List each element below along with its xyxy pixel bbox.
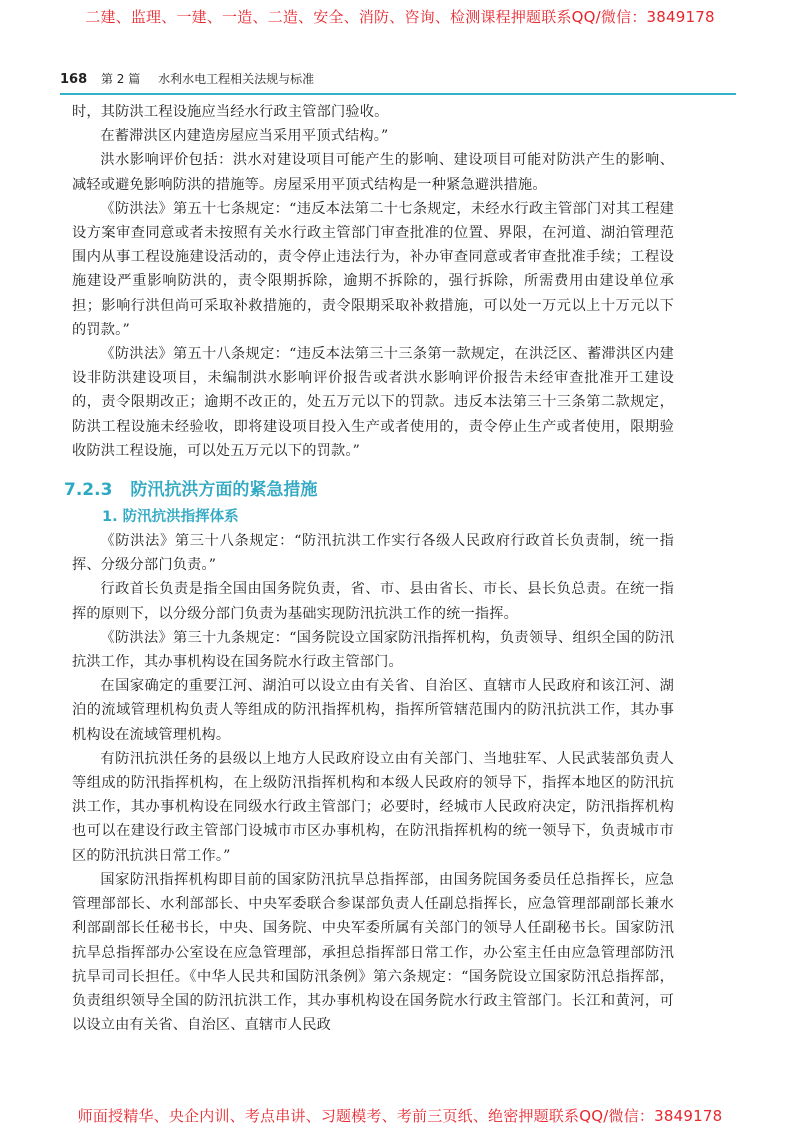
paragraph: 在国家确定的重要江河、湖泊可以设立由有关省、自治区、直辖市人民政府和该江河、湖泊的流域管理机构负责人等组成的防汛指挥机构，指挥所管辖范围内的防汛抗洪工作，其办事机构设在流域管理机构。	[72, 678, 674, 743]
page-header	[60, 70, 736, 90]
part-label: 第 2 篇	[100, 72, 141, 86]
section-heading	[64, 477, 674, 503]
page-number: 168	[60, 72, 88, 87]
top-promo-banner: 二建、监理、一建、一造、二造、安全、消防、咨询、检测课程押题联系QQ/微信：3849178	[85, 8, 715, 26]
section-title: 防汛抗洪方面的紧急措施	[130, 480, 318, 501]
paragraph: 时，其防洪工程设施应当经水行政主管部门验收。	[72, 104, 389, 120]
paragraph: 《防洪法》第三十九条规定：“国务院设立国家防汛指挥机构，负责领导、组织全国的防汛抗洪工作，其办事机构设在国务院水行政主管部门。	[72, 629, 674, 671]
paragraph: 有防汛抗洪任务的县级以上地方人民政府设立由有关部门、当地驻军、人民武装部负责人等组成的防汛指挥机构，在上级防汛指挥机构和本级人民政府的领导下，指挥本地区的防汛抗洪工作，其办事机构设在同级水行政主管部门；必要时，经城市人民政府决定，防汛指挥机构也可以在建设行政主管部门设城市市区办事机构，在防汛指挥机构的统一领导下，负责城市市区的防汛抗洪日常工作。”	[72, 750, 674, 864]
part-title: 水利水电工程相关法规与标准	[158, 72, 315, 86]
paragraph: 《防洪法》第五十七条规定：“违反本法第二十七条规定，未经水行政主管部门对其工程建设方案审查同意或者未按照有关水行政主管部门审查批准的位置、界限，在河道、湖泊管理范围内从事工程设施建设活动的，责令停止违法行为，补办审查同意或者审查批准手续；工程设施建设严重影响防洪的，责令限期拆除，逾期不拆除的，强行拆除，所需费用由建设单位承担；影响行洪但尚可采取补救措施的，责令限期采取补救措施，可以处一万元以上十万元以下的罚款。”	[72, 200, 674, 338]
paragraph: 行政首长负责是指全国由国务院负责，省、市、县由省长、市长、县长负总责。在统一指挥的原则下，以分级分部门负责为基础实现防汛抗洪工作的统一指挥。	[72, 581, 674, 622]
paragraph: 《防洪法》第五十八条规定：“违反本法第三十三条第一款规定，在洪泛区、蓄滞洪区内建设非防洪建设项目，未编制洪水影响评价报告或者洪水影响评价报告未经审查批准开工建设的，责令限期改正；逾期不改正的，处五万元以下的罚款。违反本法第三十三条第二款规定，防洪工程设施未经验收，即将建设项目投入生产或者使用的，责令停止生产或者使用，限期验收防洪工程设施，可以处五万元以下的罚款。”	[72, 346, 674, 459]
section-number: 7.2.3	[64, 480, 113, 501]
paragraph: 国家防汛指挥机构即目前的国家防汛抗旱总指挥部，由国务院国务委员任总指挥长，应急管理部部长、水利部部长、中央军委联合参谋部负责人任副总指挥长，应急管理部副部长兼水利部副部长任秘书长，中央、国务院、中央军委所属有关部门的领导人任副秘书长。国家防汛抗旱总指挥部办公室设在应急管理部，承担总指挥部日常工作，办公室主任由应急管理部防汛抗旱司司长担任。《中华人民共和国防汛条例》第六条规定：“国务院设立国家防汛总指挥部，负责组织领导全国的防汛抗洪工作，其办事机构设在国务院水行政主管部门。长江和黄河，可以设立由有关省、自治区、直辖市人民政	[72, 871, 674, 1034]
bottom-promo-banner: 师面授精华、央企内训、考点串讲、习题模考、考前三页纸、绝密押题联系QQ/微信：3849178	[77, 1107, 723, 1125]
paragraph: 在蓄滞洪区内建造房屋应当采用平顶式结构。”	[100, 128, 389, 145]
paragraph: 《防洪法》第三十八条规定：“防汛抗洪工作实行各级人民政府行政首长负责制，统一指挥、分级分部门负责。”	[72, 533, 674, 574]
paragraph: 洪水影响评价包括：洪水对建设项目可能产生的影响、建设项目可能对防洪产生的影响、减轻或避免影响防洪的措施等。房屋采用平顶式结构是一种紧急避洪措施。	[72, 152, 674, 193]
subsection-heading: 1. 防汛抗洪指挥体系	[102, 509, 239, 526]
page-body	[64, 100, 674, 1037]
header-rule	[60, 93, 736, 95]
